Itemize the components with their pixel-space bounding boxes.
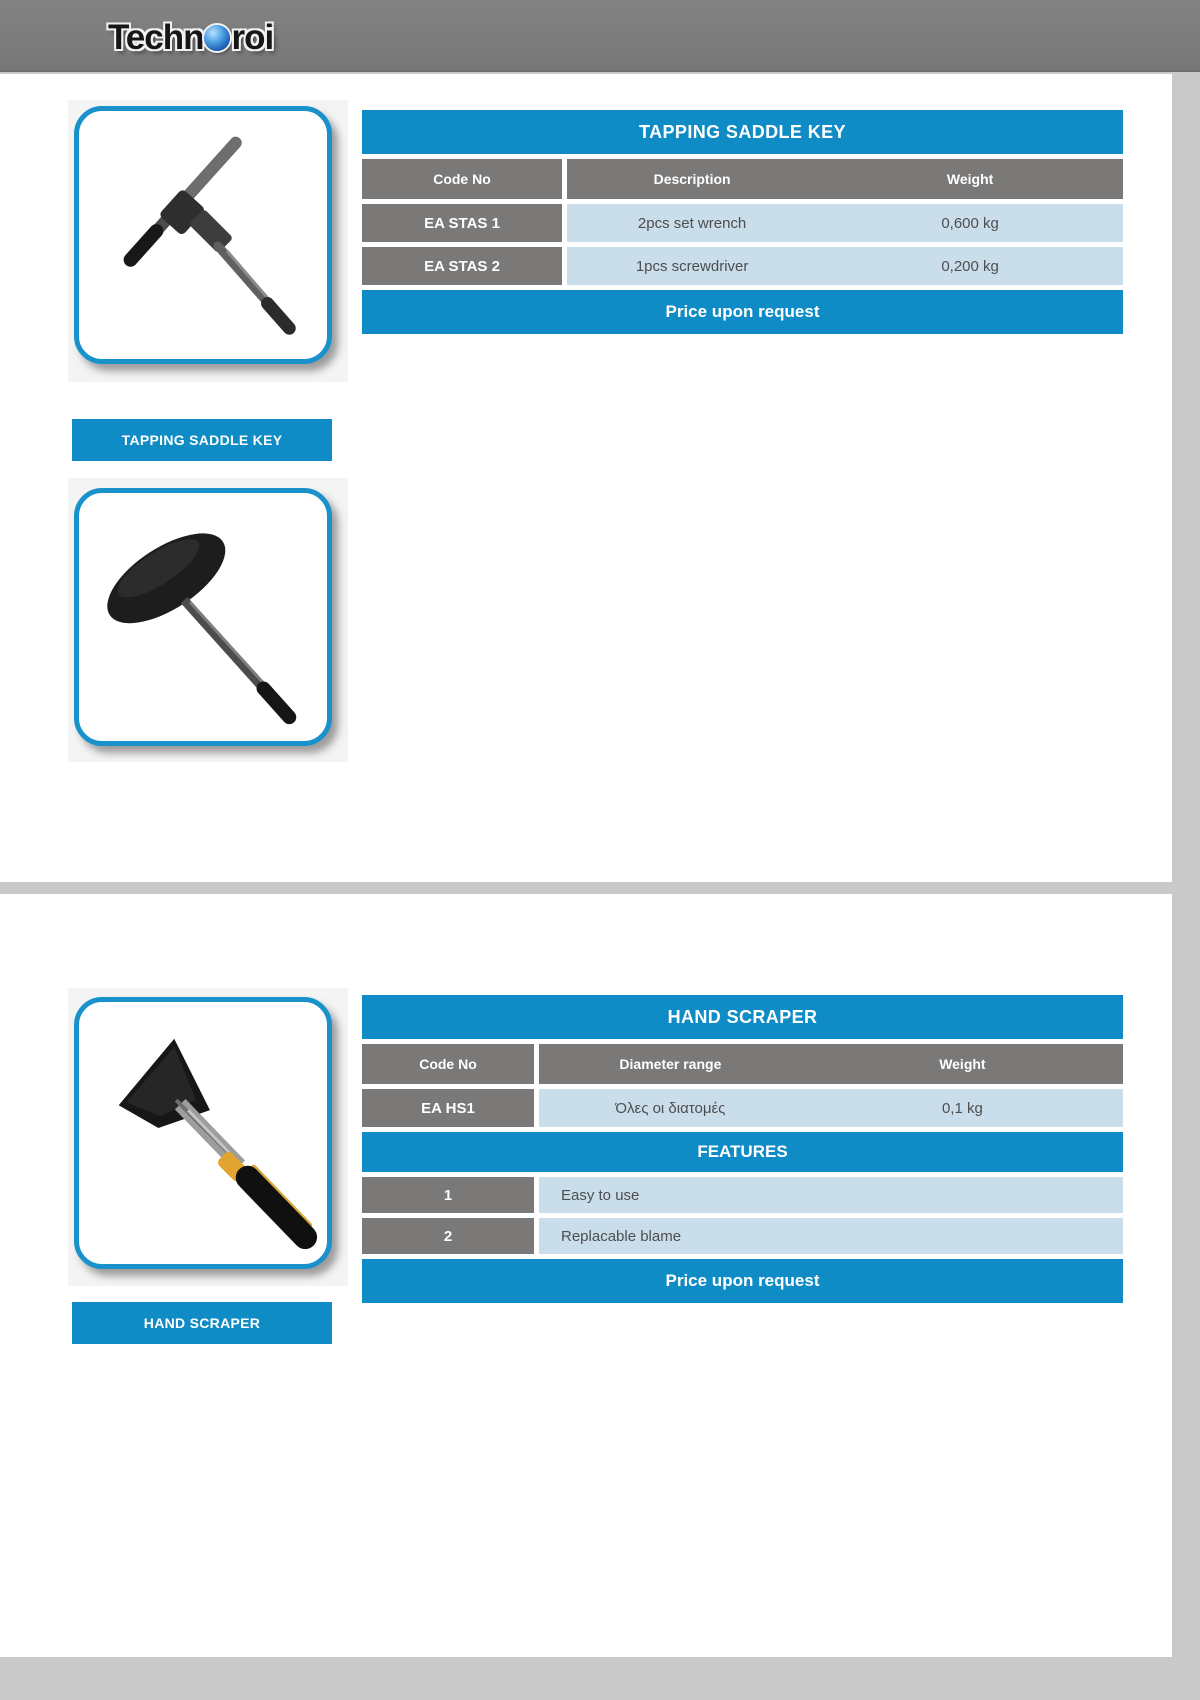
cell-code: EA STAS 1: [362, 204, 562, 242]
product-photo-hand-scraper: [74, 997, 332, 1269]
hand-scraper-image: [79, 1002, 327, 1264]
feature-number: 2: [362, 1218, 534, 1254]
caption-hand-scraper: [72, 1302, 332, 1344]
table-title: [362, 110, 1123, 154]
cell-values: [567, 247, 1123, 285]
column-header-weight: Weight: [946, 171, 994, 187]
cell-description: 2pcs set wrench: [637, 214, 747, 232]
price-bar: [362, 1259, 1123, 1303]
cell-description: 1pcs screwdriver: [635, 257, 749, 275]
globe-icon: [204, 25, 230, 51]
column-header-code: Code No: [362, 159, 562, 199]
cell-diameter-range: Όλες οι διατομές: [615, 1099, 726, 1117]
table-header-row: [362, 159, 1123, 199]
column-header-rest: [539, 1044, 1123, 1084]
column-header-rest: [567, 159, 1123, 199]
table-row: [362, 204, 1123, 242]
brand-logo: [108, 18, 273, 58]
product-photo-tapping-saddle-key-1: [74, 106, 332, 364]
price-bar: [362, 290, 1123, 334]
feature-row: [362, 1218, 1123, 1254]
product-photo-tapping-saddle-key-2: [74, 488, 332, 746]
column-header-diameter-range: Diameter range: [619, 1056, 722, 1072]
table-header-row: [362, 1044, 1123, 1084]
cell-code: EA STAS 2: [362, 247, 562, 285]
cell-weight: 0,1 kg: [941, 1099, 983, 1117]
table-title-text: TAPPING SADDLE KEY: [639, 121, 846, 142]
caption-text: TAPPING SADDLE KEY: [121, 432, 283, 448]
features-header: [362, 1132, 1123, 1172]
price-text: Price upon request: [665, 1271, 820, 1290]
feature-value: [539, 1177, 1123, 1213]
tapping-saddle-key-t-handle-image: [79, 493, 327, 741]
feature-number: 1: [362, 1177, 534, 1213]
tapping-saddle-key-wrench-image: [79, 111, 327, 359]
table-title: [362, 995, 1123, 1039]
table-row: [362, 1089, 1123, 1127]
caption-text: HAND SCRAPER: [143, 1315, 261, 1331]
feature-text: Easy to use: [561, 1186, 640, 1204]
cell-weight: 0,200 kg: [941, 257, 999, 275]
feature-value: [539, 1218, 1123, 1254]
table-title-text: HAND SCRAPER: [667, 1006, 818, 1027]
feature-text: Replacable blame: [561, 1227, 682, 1245]
price-text: Price upon request: [665, 302, 820, 321]
cell-values: [539, 1089, 1123, 1127]
column-header-code: Code No: [362, 1044, 534, 1084]
caption-tapping-saddle-key: [72, 419, 332, 461]
cell-weight: 0,600 kg: [941, 214, 999, 232]
feature-row: [362, 1177, 1123, 1213]
table-row: [362, 247, 1123, 285]
logo-text-right: roi: [231, 18, 274, 57]
features-header-text: FEATURES: [697, 1142, 788, 1161]
header-band: [0, 0, 1200, 72]
logo-text-left: Techn: [108, 18, 204, 57]
cell-code: EA HS1: [362, 1089, 534, 1127]
column-header-weight: Weight: [939, 1056, 986, 1072]
cell-values: [567, 204, 1123, 242]
column-header-description: Description: [653, 171, 731, 187]
